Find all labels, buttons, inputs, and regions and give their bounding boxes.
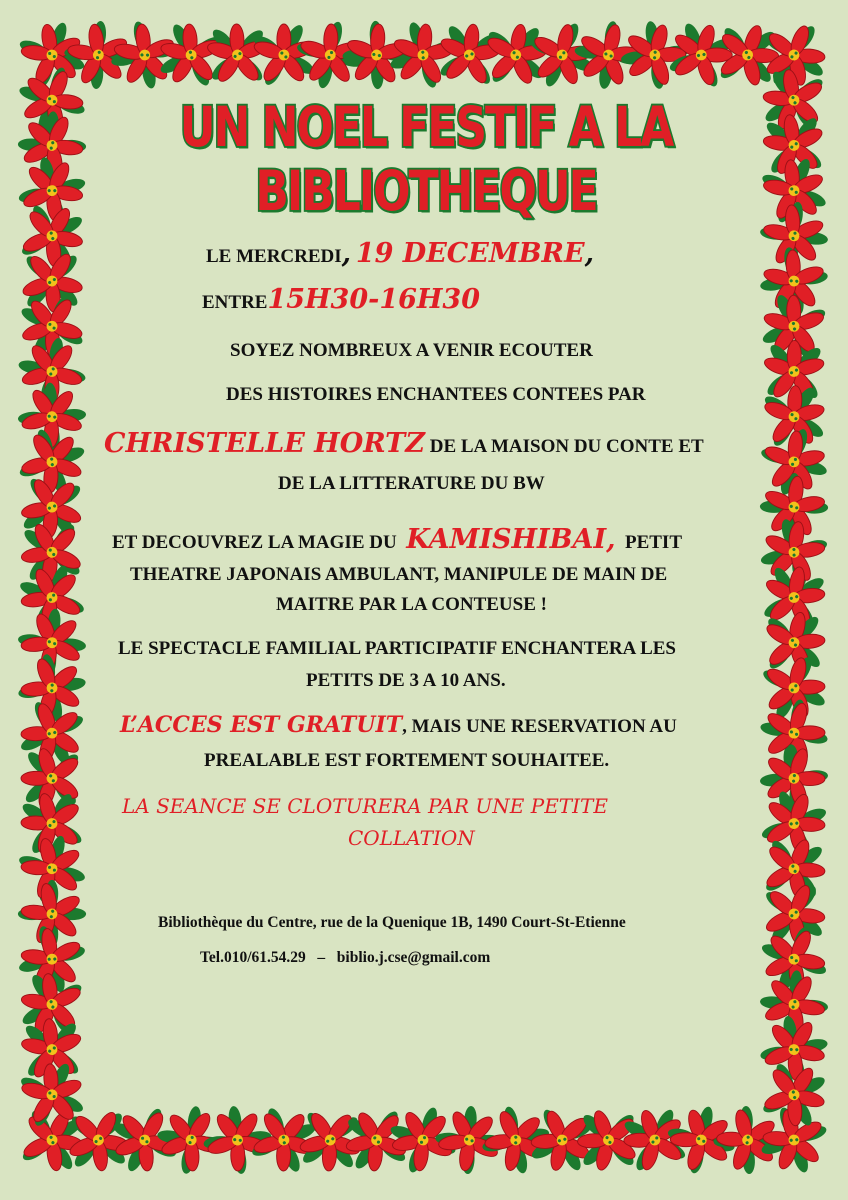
date-comma: , (341, 238, 352, 269)
contact-tel: Tel.010/61.54.29 (200, 949, 306, 966)
storyteller-name: CHRISTELLE HORTZ (104, 428, 425, 459)
closing-line-1: LA SEANCE SE CLOTURERA PAR UNE PETITE (122, 794, 608, 818)
time-prefix: ENTRE (202, 292, 268, 313)
audience-line-1: LE SPECTACLE FAMILIAL PARTICIPATIF ENCHANTERA LES (118, 638, 676, 659)
kamishibai-prefix: ET DECOUVREZ LA MAGIE DU (112, 532, 397, 553)
access-line-2: PREALABLE EST FORTEMENT SOUHAITEE. (204, 750, 610, 771)
kamishibai-suffix: PETIT (624, 532, 683, 553)
date-value: 19 DECEMBRE (355, 238, 585, 269)
contact-email[interactable]: biblio.j.cse@gmail.com (336, 949, 491, 966)
closing-line-2: COLLATION (348, 826, 475, 850)
kamishibai-line-1 (112, 524, 682, 555)
storyteller-org-1: DE LA MAISON DU CONTE ET (429, 436, 704, 457)
contact-separator: – (317, 949, 326, 966)
date-comma-2: , (584, 238, 594, 269)
access-free: L’ACCES EST GRATUIT (120, 712, 403, 738)
storyteller-org-2: DE LA LITTERATURE DU BW (278, 473, 545, 494)
access-line-1 (120, 712, 677, 738)
kamishibai-line-2: THEATRE JAPONAIS AMBULANT, MANIPULE DE MAIN DE (130, 564, 668, 585)
audience-line-2: PETITS DE 3 A 10 ANS. (306, 670, 506, 691)
time-line (202, 284, 480, 315)
kamishibai-name: KAMISHIBAI, (406, 524, 616, 555)
kamishibai-line-3: MAITRE PAR LA CONTEUSE ! (276, 594, 547, 615)
date-line (206, 238, 594, 269)
invite-line-2: DES HISTOIRES ENCHANTEES CONTEES PAR (226, 384, 646, 405)
storyteller-line-1 (104, 428, 704, 459)
contact-line (200, 949, 490, 967)
access-rest: , MAIS UNE RESERVATION AU (402, 716, 677, 737)
flyer-title: UN NOEL FESTIF A LA BIBLIOTHEQUE (179, 96, 673, 224)
time-value: 15H30-16H30 (267, 284, 480, 315)
date-prefix: LE MERCREDI (206, 246, 342, 267)
contact-address: Bibliothèque du Centre, rue de la Quenique 1B, 1490 Court-St-Etienne (158, 914, 626, 931)
invite-line-1: SOYEZ NOMBREUX A VENIR ECOUTER (230, 340, 593, 361)
